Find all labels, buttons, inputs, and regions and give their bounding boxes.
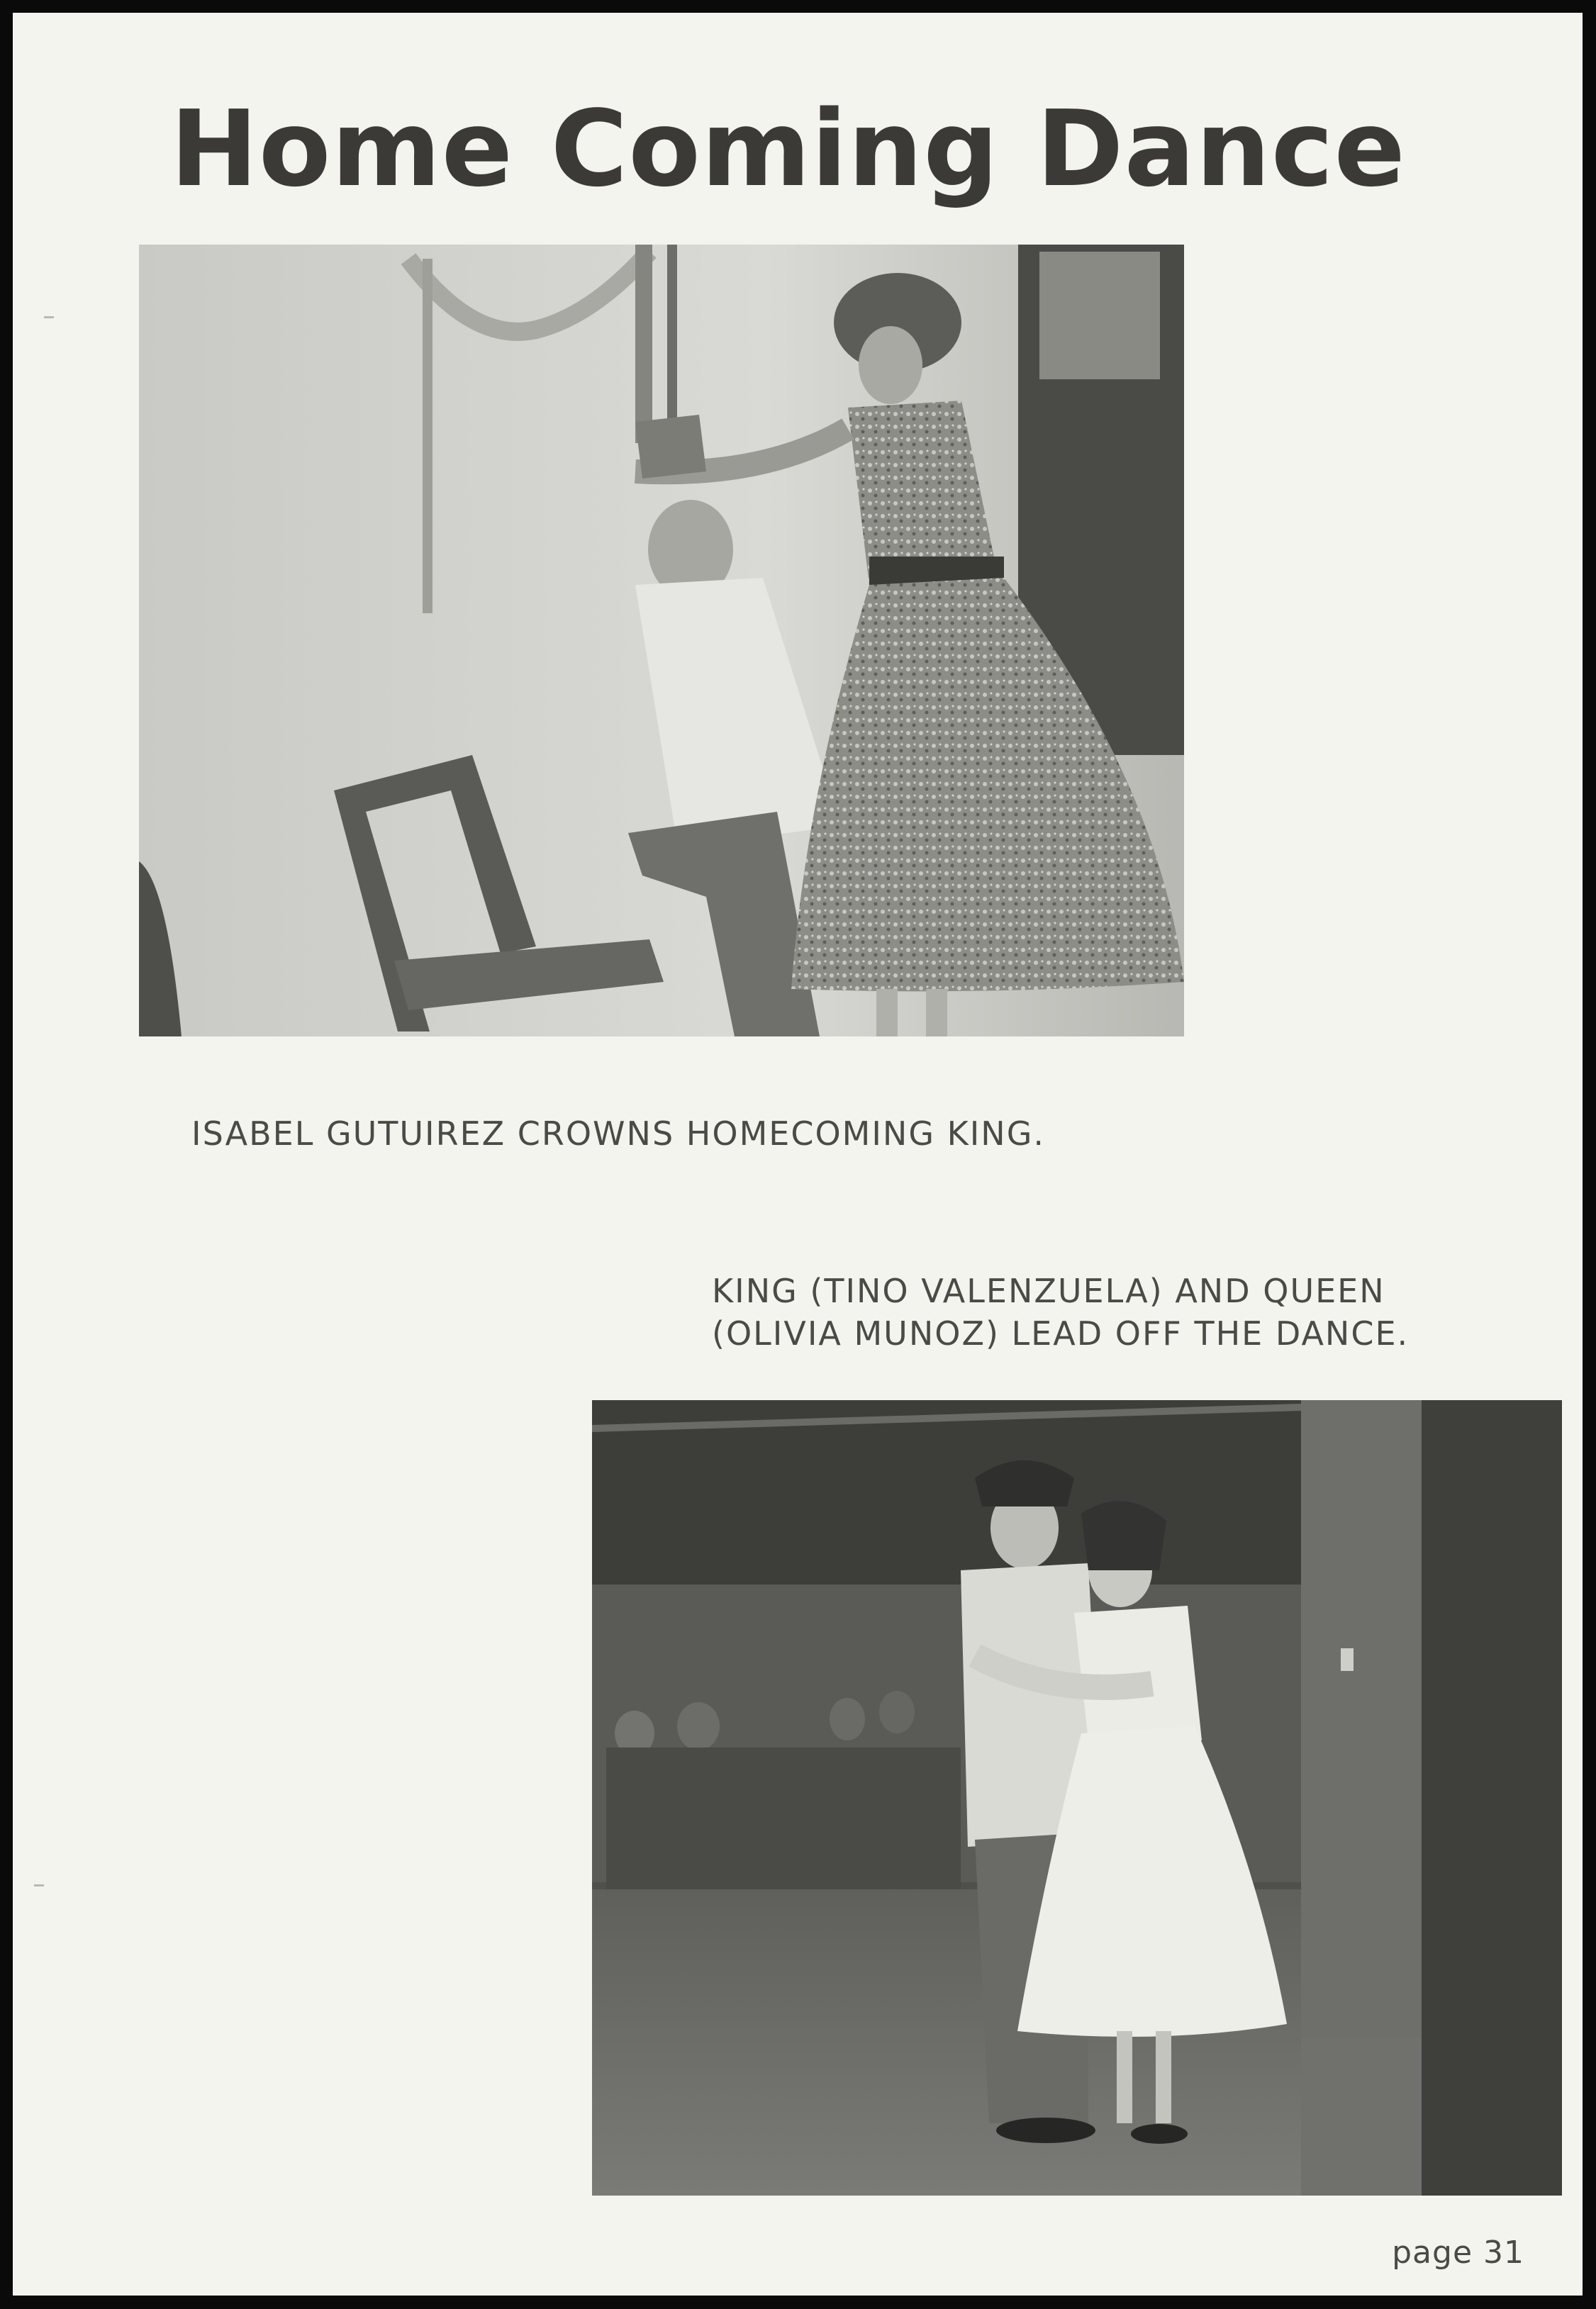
photo-dance-image [592, 1400, 1562, 2196]
photo-dance [592, 1400, 1562, 2196]
photo-dance-caption-line-1: KING (TINO VALENZUELA) AND QUEEN [712, 1272, 1385, 1310]
scan-mark [44, 316, 54, 318]
scan-mark [34, 1884, 44, 1886]
page-title: Home Coming Dance [170, 88, 1406, 210]
yearbook-page [13, 13, 1583, 2296]
photo-crowning-caption: ISABEL GUTUIREZ CROWNS HOMECOMING KING. [191, 1114, 1045, 1153]
photo-dance-caption [712, 1270, 1409, 1355]
photo-dance-caption-line-2: (OLIVIA MUNOZ) LEAD OFF THE DANCE. [712, 1314, 1410, 1353]
photo-crowning-image [139, 245, 1184, 1036]
photo-crowning [139, 245, 1184, 1036]
page-number: page 31 [1392, 2235, 1524, 2271]
